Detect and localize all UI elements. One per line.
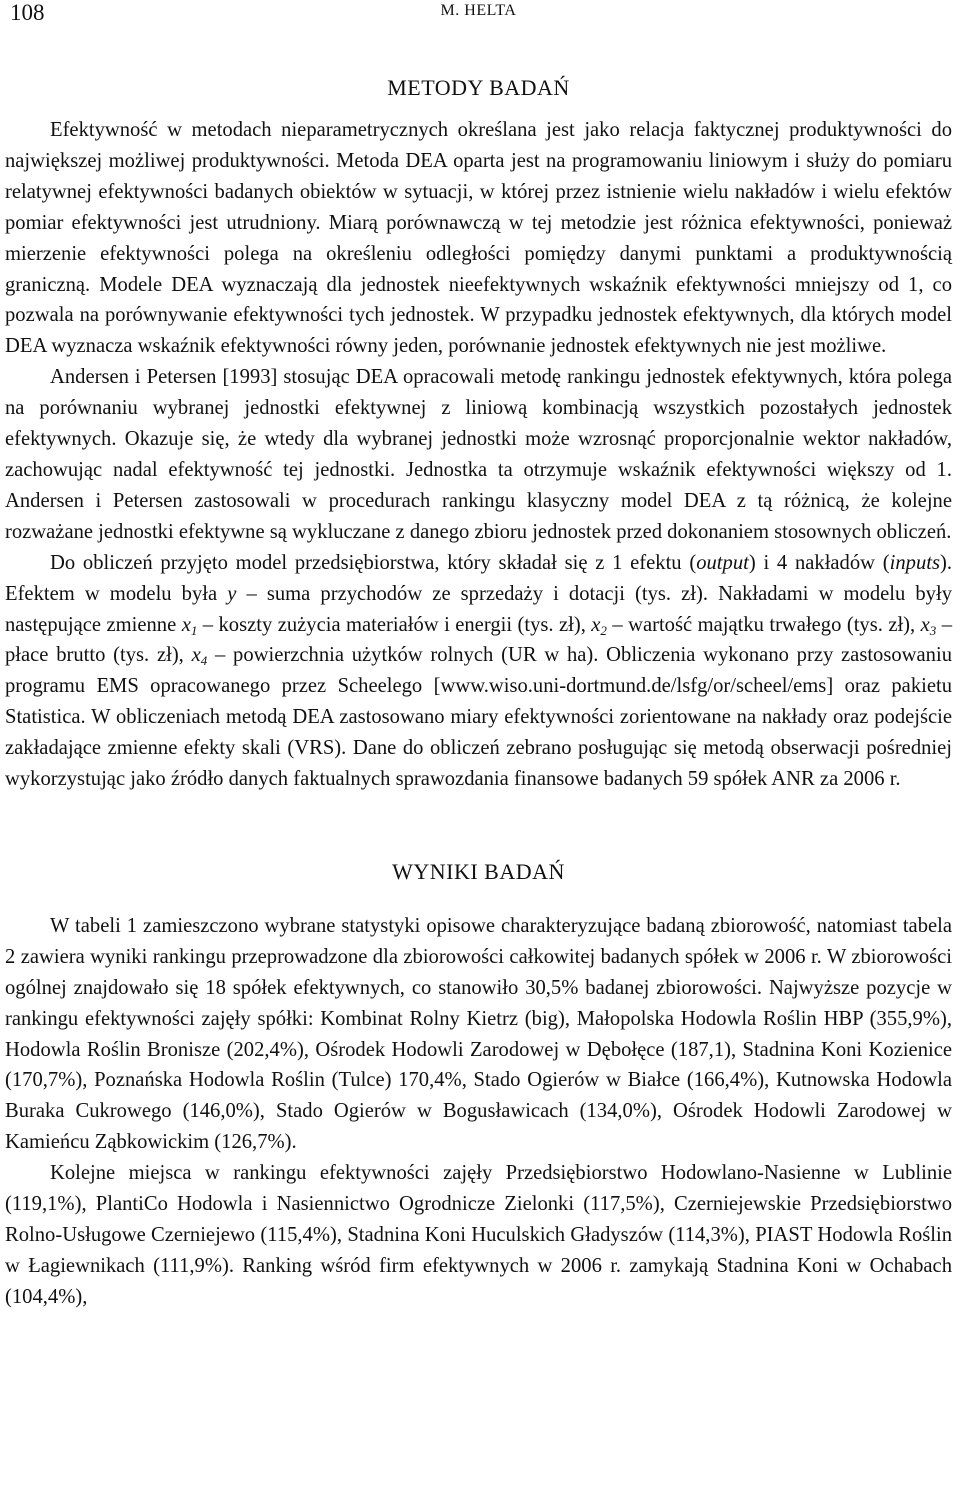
running-title: M. HELTA: [440, 2, 517, 19]
methods-paragraph-2: Andersen i Petersen [1993] stosując DEA opracowali metodę rankingu jednostek efektywnych, która polega na porównaniu wybranej jednostki efektywnej z liniową kombinacją wszystkich pozostałych jednostek efektywnych. Okazuje się, że wtedy dla wybranej jednostki może wzrosnąć proporcjonalnie wektor nakładów, zachowując nadal efektywność tej jednostki. Jednostka ta otrzymuje wskaźnik efektywności większy od 1. Andersen i Petersen zastosowali w procedurach rankingu klasyczny model DEA z tą różnicą, że kolejne rozważane jednostki efektywne są wykluczane z danego zbioru jednostek przed dokonaniem stosownych obliczeń.: [5, 366, 952, 543]
section-heading-methods: METODY BADAŃ: [387, 75, 570, 100]
subscript: 2: [600, 622, 607, 638]
subscript: 1: [190, 622, 198, 638]
variable-x4: [191, 644, 208, 669]
variable-x-letter: x: [181, 613, 191, 636]
results-paragraph-1: W tabeli 1 zamieszczono wybrane statystyki opisowe charakteryzujące badaną zbiorowość, natomiast tabela 2 zawiera wyniki rankingu przeprowadzone dla zbiorowości całkowitej badanych spółek w 2006 r. W zbiorowości ogólnej znajdowało się 18 spółek efektywnych, co stanowiło 30,5% badanej zbiorowości. Najwyższe pozycje w rankingu efektywności zajęły spółki: Kombinat Rolny Kietrz (big), Małopolska Hodowla Roślin HBP (355,9%), Hodowla Roślin Bronisze (202,4%), Ośrodek Hodowli Zarodowej w Dębołęce (187,1), Stadnina Koni Kozienice (170,7%), Poznańska Hodowla Roślin (Tulce) 170,4%, Stado Ogierów w Białce (166,4%), Kutnowska Hodowla Buraka Cukrowego (146,0%), Stado Ogierów w Bogusławicach (134,0%), Ośrodek Hodowli Zarodowej w Kamieńcu Ząbkowickim (126,7%).: [5, 914, 952, 1154]
running-head: [5, 0, 952, 40]
variable-y: y: [227, 582, 237, 605]
subscript: 3: [929, 622, 937, 638]
text-run: Do obliczeń przyjęto model przedsiębiorstwa, który składał się z 1 efektu (: [50, 551, 697, 574]
section-heading-results: WYNIKI BADAŃ: [392, 858, 565, 884]
variable-x-letter: x: [191, 644, 201, 667]
variable-x-letter: x: [591, 613, 601, 636]
term-output: output: [696, 551, 749, 574]
results-paragraph-2: Kolejne miejsca w rankingu efektywności zajęły Przedsiębiorstwo Hodowlano-Nasienne w Lublinie (119,1%), PlantiCo Hodowla i Nasiennictwo Ogrodnicze Zielonki (117,5%), Czerniejewskie Przedsiębiorstwo Rolno-Usługowe Czerniejewo (115,4%), Stadnina Koni Huculskich Gładyszów (114,3%), PIAST Hodowla Roślin w Łagiewnikach (111,9%). Ranking wśród firm efektywnych w 2006 r. zamykają Stadnina Koni w Ochabach (104,4%),: [5, 1162, 952, 1308]
subscript: 4: [200, 653, 208, 669]
variable-x1: [182, 614, 198, 636]
methods-paragraph-1: Efektywność w metodach nieparametrycznych określana jest jako relacja faktycznej produktywności do największej możliwej produktywności. Metoda DEA oparta jest na programowaniu liniowym i służy do pomiaru relatywnej efektywności badanych obiektów w sytuacji, w której przez istnienie wielu nakładów i wielu efektów pomiar efektywności jest utrudniony. Miarą porównawczą w tej metodzie jest różnica efektywności, ponieważ mierzenie efektywności polega na określeniu odległości pomiędzy danymi punktami a produktywnością graniczną. Modele DEA wyznaczają dla jednostek nieefektywnych wskaźnik efektywności mniejszy od 1, co pozwala na porównywanie efektywności tych jednostek. W przypadku jednostek efektywnych, dla których model DEA wyznacza wskaźnik efektywności równy jeden, porównanie jednostek efektywnych nie jest możliwe.: [5, 119, 952, 358]
variable-x3: [921, 614, 937, 636]
term-inputs: inputs: [889, 551, 940, 574]
text-run: – powierzchnia użytków rolnych (UR w ha). Obliczenia wykonano przy zastosowaniu programu EMS opracowanego przez Scheelego [www.wiso.uni-dortmund.de/lsfg/or/scheel/ems] oraz pakietu Statistica. W obliczeniach metodą DEA zastosowano miary efektywności zorientowane na nakłady oraz podejście zakładające zmienne efekty skali (VRS). Dane do obliczeń zebrano posługując się metodą obserwacji pośredniej wykorzystując jako źródło danych faktualnych sprawozdania finansowe badanych 59 spółek ANR za 2006 r.: [5, 644, 952, 791]
page-number: 108: [10, 0, 45, 25]
text-run: – koszty zużycia materiałów i energii (tys. zł),: [197, 613, 592, 636]
text-run: – wartość majątku trwałego (tys. zł),: [606, 613, 921, 636]
text-run: – płace brutto (tys. zł),: [5, 613, 953, 667]
variable-x2: [591, 614, 607, 636]
text-run: ). Efektem w modelu była: [5, 551, 953, 605]
text-run: ) i 4 nakładów (: [748, 551, 890, 574]
variable-x-letter: x: [920, 613, 930, 636]
text-run: – suma przychodów ze sprzedaży i dotacji (tys. zł). Nakładami w modelu były następujące zmienne: [5, 582, 953, 636]
methods-paragraph-3: [5, 548, 952, 795]
